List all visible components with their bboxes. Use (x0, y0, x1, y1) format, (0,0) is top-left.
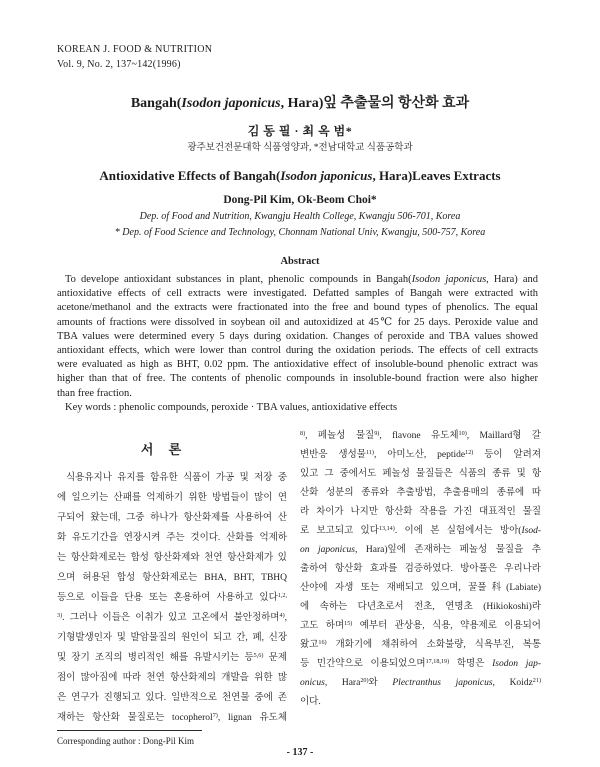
right-column-line (300, 617, 541, 636)
text-run: 학명은 (449, 659, 493, 669)
text-run: 등이 알려져 (473, 450, 541, 460)
abstract-heading: Abstract (280, 256, 320, 267)
text-run: 고도 하며 (300, 621, 345, 631)
text-run: 식용유지나 유지를 함유한 식품이 가공 및 저장 중 (66, 473, 287, 483)
abstract-body (57, 273, 538, 401)
citation-superscript: 15) (344, 620, 353, 627)
right-column-line (300, 579, 541, 598)
text-run: were evaluated as high as BHT, 0.02 ppm. The antioxidative effect of insoluble-bound phenolic extract was (57, 359, 538, 371)
abstract-line (57, 372, 538, 386)
italic-run: Isodon jap- (492, 659, 541, 669)
text-run: , 페놀성 물질 (305, 431, 375, 441)
right-column-line (300, 636, 541, 655)
korean-title (0, 95, 600, 113)
right-column-line (300, 427, 541, 446)
text-run: , flavone 유도체 (379, 431, 459, 441)
abstract-line (57, 387, 538, 401)
right-column-line (300, 598, 541, 617)
citation-superscript: 5,6) (253, 652, 264, 659)
text-run: 산화 성분의 종류와 추출방법, 추출용매의 종류에 따 (300, 488, 541, 498)
text-run: 개화기에 채취하여 소화불량, 식욕부진, 복통 (326, 640, 541, 650)
abstract-line (57, 287, 538, 301)
right-column-line (300, 484, 541, 503)
text-run: To develope antioxidant substances in plant, phenolic compounds in Bangah( (65, 274, 412, 285)
left-column-line (57, 548, 287, 568)
korean-affiliation: 광주보건전문대학 식품영양과, *전남대학교 식품공학과 (187, 143, 413, 153)
right-column-line (300, 541, 541, 560)
citation-superscript: 20) (360, 677, 369, 684)
page-number: - 137 - (286, 747, 314, 758)
left-column-line (57, 468, 287, 488)
text-run: 점이 많아짐에 따라 천연 항산화제의 개발을 위한 많 (57, 673, 287, 683)
italic-run: Isod- (521, 526, 541, 536)
text-run: 출하여 항산화 효과를 검증하였다. 방아풀은 우리나라 (300, 564, 541, 574)
text-run: , (284, 613, 287, 623)
text-run: , Hara (324, 678, 361, 688)
introduction-heading: 서 론 (140, 442, 188, 457)
text-run: 화 유도기간을 연장시켜 주는 것이다. 산화를 억제하 (57, 533, 287, 543)
text-run: 이다. (300, 697, 321, 707)
italic-run: on japonicus (300, 545, 355, 555)
abstract-line (57, 273, 538, 287)
text-run: Antioxidative Effects of Bangah( (99, 168, 281, 183)
left-column-line (57, 528, 287, 548)
right-column-line (300, 560, 541, 579)
introduction-left-column (57, 468, 287, 728)
korean-authors: 김 동 필 · 최 옥 범* (247, 124, 353, 138)
left-column-line (57, 508, 287, 528)
citation-superscript: 12) (465, 449, 474, 456)
text-run: 문제 (263, 653, 287, 663)
text-run: 변반응 생성물 (300, 450, 366, 460)
citation-superscript: 13,14) (378, 525, 395, 532)
text-run: higher than that of free. The contents of phenolic compounds in insoluble-bound fraction were also higher (57, 373, 538, 385)
citation-superscript: 11) (365, 449, 374, 456)
italic-run: onicus (300, 678, 325, 688)
text-run: 으며 허용된 합성 항산화제로는 BHA, BHT, TBHQ (57, 573, 287, 583)
citation-superscript: 9) (374, 430, 380, 437)
corresponding-author: Corresponding author : Dong-Pil Kim (57, 736, 194, 746)
left-column-line (57, 628, 287, 648)
text-run: , Maillard형 갈 (466, 431, 541, 441)
english-authors: Dong-Pil Kim, Ok-Beom Choi* (223, 194, 377, 206)
text-run: 등으로 이들을 단용 또는 혼용하여 사용하고 있다 (57, 593, 278, 603)
right-column-line (300, 674, 541, 693)
left-column-line (57, 488, 287, 508)
citation-superscript: 10) (458, 430, 467, 437)
left-column-line (57, 588, 287, 608)
text-run: 에 속하는 다년초로서 전초, 연명초 (Hikiokoshi)라 (300, 602, 541, 612)
text-run: 은 연구가 진행되고 있다. 일반적으로 천연물 중에 존 (57, 693, 287, 703)
citation-superscript: 16) (318, 639, 327, 646)
abstract-line (57, 330, 538, 344)
citation-superscript: 21) (532, 677, 541, 684)
italic-run: Isodon japonicus (181, 96, 281, 111)
left-column-line (57, 668, 287, 688)
text-run: , Koidz (492, 678, 533, 688)
text-run: 왔고 (300, 640, 319, 650)
text-run: antioxidant effects, which were lower than control during the oxidation periods. The effects of cell extracts (57, 344, 538, 356)
journal-name: KOREAN J. FOOD & NUTRITION (57, 44, 213, 55)
abstract-line (57, 316, 538, 330)
text-run: 기형발생인자 및 발암물질의 원인이 되고 간, 폐, 신장 (57, 633, 287, 643)
keywords: Key words : phenolic compounds, peroxide · TBA values, antioxidative effects (65, 402, 398, 413)
text-run: amounts of fractions were dissolved in soybean oil and autoxidized at 45℃ for 25 days. Peroxide value and (57, 316, 538, 328)
right-column-line (300, 465, 541, 484)
text-run: 라 차이가 나지만 항산화 작용을 가진 대표적인 물질 (300, 507, 541, 517)
abstract-line (57, 301, 538, 315)
italic-run: Isodon japonicus (411, 274, 487, 285)
right-column-line (300, 503, 541, 522)
text-run: 등 민간약으로 이용되었으며 (300, 659, 426, 669)
citation-superscript: 7) (212, 712, 218, 719)
right-column-line (300, 693, 541, 712)
citation-superscript: 4) (279, 612, 285, 619)
text-run: , 아미노산, peptide (373, 450, 466, 460)
italic-run: Isodon japonicus (280, 168, 373, 183)
text-run: 있고 그 중에서도 페놀성 물질들은 식품의 종류 및 항 (300, 469, 541, 479)
journal-issue: Vol. 9, No. 2, 137~142(1996) (57, 59, 181, 70)
english-affiliation-1: Dep. of Food and Nutrition, Kwangju Health College, Kwangju 506-701, Korea (139, 211, 461, 222)
text-run: TBA values were determined every 5 days during oxidation. Changes of peroxide and TBA values showed (57, 330, 538, 342)
italic-run: Plectranthus japonicus (392, 678, 493, 688)
text-run: acetone/methanol and the extracts were fractionated into the free and bound types of phenolics. The equal (57, 302, 538, 314)
citation-superscript: 1,2, (277, 592, 287, 599)
text-run: 와 (368, 678, 393, 688)
text-run: 산야에 자생 또는 재배되고 있으며, 꿀풀科(Labiate) (300, 583, 541, 593)
abstract-line (57, 358, 538, 372)
text-run: Bangah( (130, 96, 182, 111)
text-run: , Hara)잎에 존재하는 페놀성 물질을 추 (354, 545, 541, 555)
citation-superscript: 8) (300, 430, 306, 437)
right-column-line (300, 446, 541, 465)
text-run: 는 항산화제로는 합성 항산화제와 천연 항산화제가 있 (57, 553, 287, 563)
text-run: than free fraction. (57, 387, 132, 399)
text-run: , Hara)Leaves Extracts (372, 168, 501, 183)
text-run: 및 장기 조직의 병리적인 해를 유발시키는 등 (57, 653, 254, 663)
text-run: , Hara) and (486, 274, 538, 285)
text-run: , lignan 유도체 (217, 713, 287, 723)
english-affiliation-2: * Dep. of Food Science and Technology, Chonnam National Univ, Kwangju, 500-757, Korea (114, 227, 486, 238)
introduction-right-column (300, 427, 541, 712)
text-run: 에 일으키는 산패를 억제하기 위한 방법들이 많이 연 (57, 493, 287, 503)
abstract-line (57, 344, 538, 358)
text-run: . 그러나 이들은 이취가 있고 고온에서 불안정하며 (62, 613, 280, 623)
text-run: , Hara)잎 추출물의 항산화 효과 (280, 96, 470, 111)
text-run: 재하는 항산화 물질로는 tocopherol (57, 713, 213, 723)
footnote-rule (57, 730, 202, 731)
left-column-line (57, 648, 287, 668)
left-column-line (57, 688, 287, 708)
text-run: 예부터 관상용, 식용, 약용제로 이용되어 (352, 621, 541, 631)
citation-superscript: 3) (57, 612, 63, 619)
left-column-line (57, 608, 287, 628)
english-title (0, 167, 600, 185)
text-run: antioxidative effects of cell extracts were investigated. Defatted samples of Bangah were extracted with (57, 288, 538, 300)
text-run: 구되어 왔는데, 그중 하나가 항산화제를 사용하여 산 (57, 513, 287, 523)
citation-superscript: 17,18,19) (425, 658, 450, 665)
text-run: . 이에 본 실험에서는 방아( (394, 526, 522, 536)
left-column-line (57, 568, 287, 588)
text-run: 로 보고되고 있다 (300, 526, 379, 536)
left-column-line (57, 708, 287, 728)
right-column-line (300, 655, 541, 674)
right-column-line (300, 522, 541, 541)
